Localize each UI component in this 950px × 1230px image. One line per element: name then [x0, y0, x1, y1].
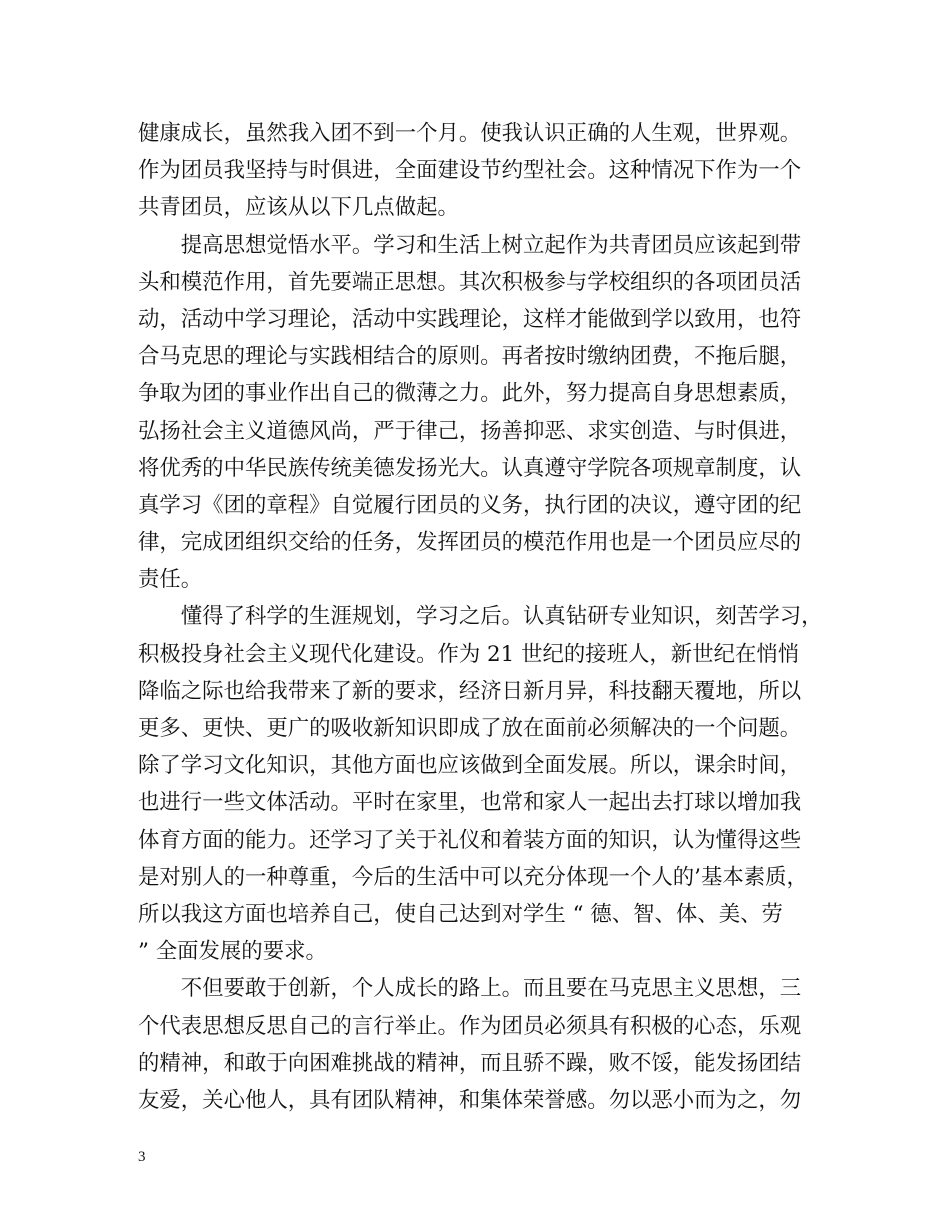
text-line: 责任。 [138, 567, 203, 593]
text-line: 也进行一些文体活动。平时在家里，也常和家人一起出去打球以增加我 [138, 790, 802, 816]
page-number: 3 [138, 1149, 146, 1165]
text-line: 将优秀的中华民族传统美德发扬光大。认真遵守学院各项规章制度，认 [138, 455, 802, 481]
text-line: 合马克思的理论与实践相结合的原则。再者按时缴纳团费，不拖后腿， [138, 344, 802, 370]
text-line: 除了学习文化知识，其他方面也应该做到全面发展。所以，课余时间， [138, 753, 802, 779]
text-line: 共青团员，应该从以下几点做起。 [138, 195, 459, 221]
text-line: 提高思想觉悟水平。学习和生活上树立起作为共青团员应该起到带 [138, 232, 802, 258]
text-line: 不但要敢于创新，个人成长的路上。而且要在马克思主义思想，三 [138, 976, 802, 1002]
text-line: 真学习《团的章程》自觉履行团员的义务，执行团的决议，遵守团的纪 [138, 492, 802, 518]
text-line: 律，完成团组织交给的任务，发挥团员的模范作用也是一个团员应尽的 [138, 530, 802, 556]
text-line: 作为团员我坚持与时俱进，全面建设节约型社会。这种情况下作为一个 [138, 158, 802, 184]
text-line: 争取为团的事业作出自己的微薄之力。此外，努力提高自身思想素质， [138, 381, 802, 407]
text-line: ” 全面发展的要求。 [138, 939, 327, 965]
body-text [138, 115, 828, 1119]
text-line: 个代表思想反思自己的言行举止。作为团员必须具有积极的心态，乐观 [138, 1013, 802, 1039]
text-line: 弘扬社会主义道德风尚，严于律己，扬善抑恶、求实创造、与时俱进， [138, 418, 802, 444]
text-line: 体育方面的能力。还学习了关于礼仪和着装方面的知识，认为懂得这些 [138, 827, 802, 853]
text-line: 友爱，关心他人，具有团队精神，和集体荣誉感。勿以恶小而为之，勿 [138, 1087, 802, 1113]
text-line: 所以我这方面也培养自己，使自己达到对学生 “ 德、智、体、美、劳 [138, 901, 783, 927]
text-line: 是对别人的一种尊重，今后的生活中可以充分体现一个人的’基本素质， [138, 864, 808, 890]
text-line: 头和模范作用，首先要端正思想。其次积极参与学校组织的各项团员活 [138, 269, 802, 295]
text-line: 健康成长，虽然我入团不到一个月。使我认识正确的人生观，世界观。 [138, 121, 802, 146]
text-line: 更多、更快、更广的吸收新知识即成了放在面前必须解决的一个问题。 [138, 716, 802, 741]
text-line: 降临之际也给我带来了新的要求，经济日新月异，科技翻天覆地，所以 [138, 678, 802, 704]
text-line: 的精神，和敢于向困难挑战的精神，而且骄不躁，败不馁，能发扬团结 [138, 1050, 802, 1076]
text-line: 懂得了科学的生涯规划，学习之后。认真钻研专业知识，刻苦学习， [138, 604, 823, 630]
text-line: 积极投身社会主义现代化建设。作为 21 世纪的接班人，新世纪在悄悄 [138, 641, 800, 667]
text-line: 动，活动中学习理论，活动中实践理论，这样才能做到学以致用，也符 [138, 306, 802, 332]
